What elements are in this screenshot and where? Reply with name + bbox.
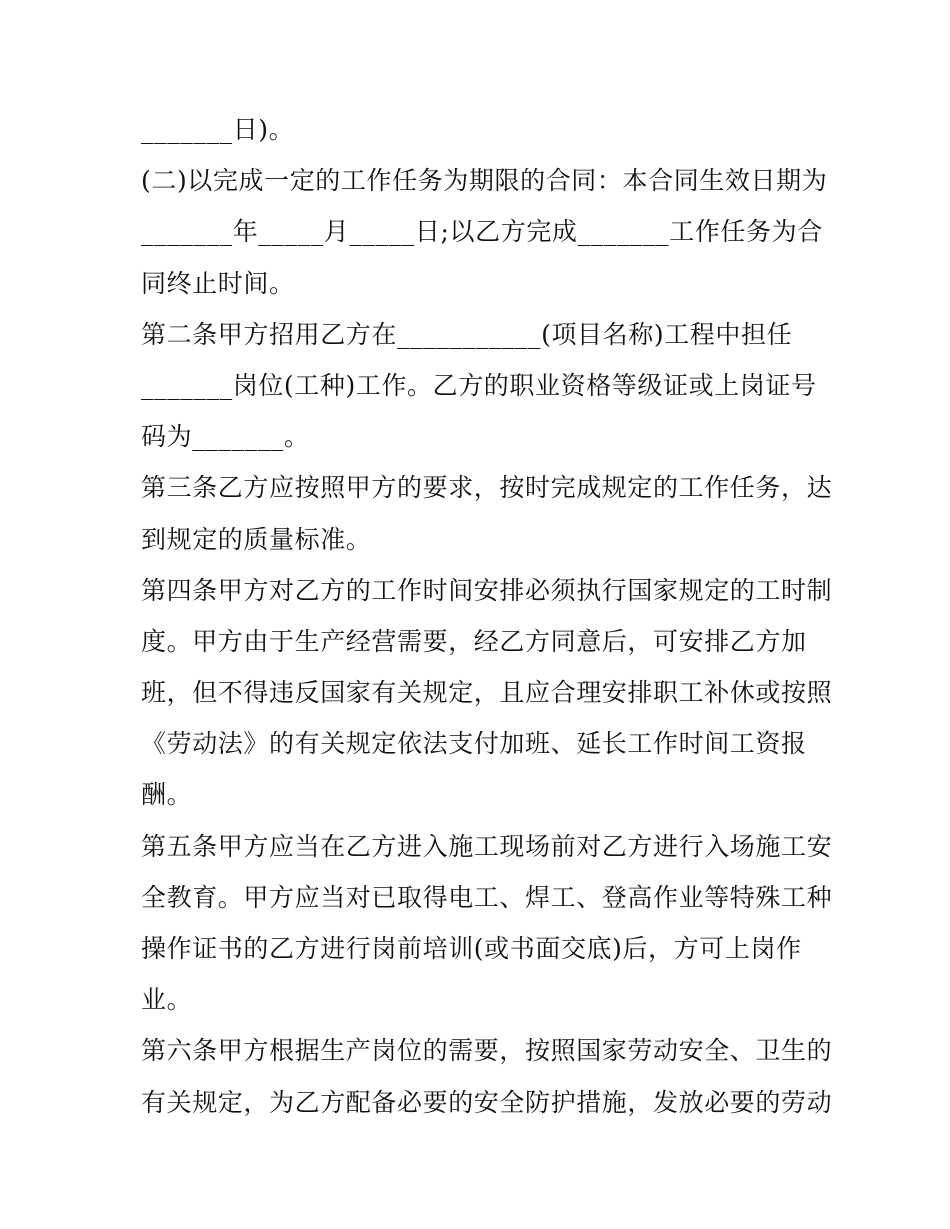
text-line-18: 业。	[141, 985, 193, 1015]
text-line-2: (二)以完成一定的工作任务为期限的合同：本合同生效日期为	[141, 166, 828, 196]
text-line-13: 《劳动法》的有关规定依法支付加班、延长工作时间工资报	[141, 729, 807, 759]
text-line-4: 同终止时间。	[141, 268, 295, 298]
text-line-19: 第六条甲方根据生产岗位的需要，按照国家劳动安全、卫生的	[141, 1036, 833, 1066]
text-line-12: 班，但不得违反国家有关规定，且应合理安排职工补休或按照	[141, 678, 833, 708]
text-line-6: _______岗位(工种)工作。乙方的职业资格等级证或上岗证号	[141, 370, 817, 400]
text-line-9: 到规定的质量标准。	[141, 524, 372, 554]
text-line-20: 有关规定，为乙方配备必要的安全防护措施，发放必要的劳动	[141, 1087, 833, 1117]
text-line-17: 操作证书的乙方进行岗前培训(或书面交底)后，方可上岗作	[141, 934, 802, 963]
text-line-11: 度。甲方由于生产经营需要，经乙方同意后，可安排乙方加	[141, 626, 807, 656]
text-line-1: _______日)。	[141, 115, 295, 144]
text-line-16: 全教育。甲方应当对已取得电工、焊工、登高作业等特殊工种	[141, 882, 833, 912]
text-line-3: _______年_____月_____日;以乙方完成_______工作任务为合	[141, 217, 823, 247]
text-line-7: 码为_______。	[141, 422, 310, 452]
text-line-15: 第五条甲方应当在乙方进入施工现场前对乙方进行入场施工安	[141, 831, 833, 861]
text-line-14: 酬。	[141, 780, 193, 810]
document-body	[141, 104, 833, 1128]
text-line-5: 第二条甲方招用乙方在___________(项目名称)工程中担任	[141, 319, 793, 349]
text-line-8: 第三条乙方应按照甲方的要求，按时完成规定的工作任务，达	[141, 473, 833, 503]
text-line-10: 第四条甲方对乙方的工作时间安排必须执行国家规定的工时制	[141, 575, 833, 605]
